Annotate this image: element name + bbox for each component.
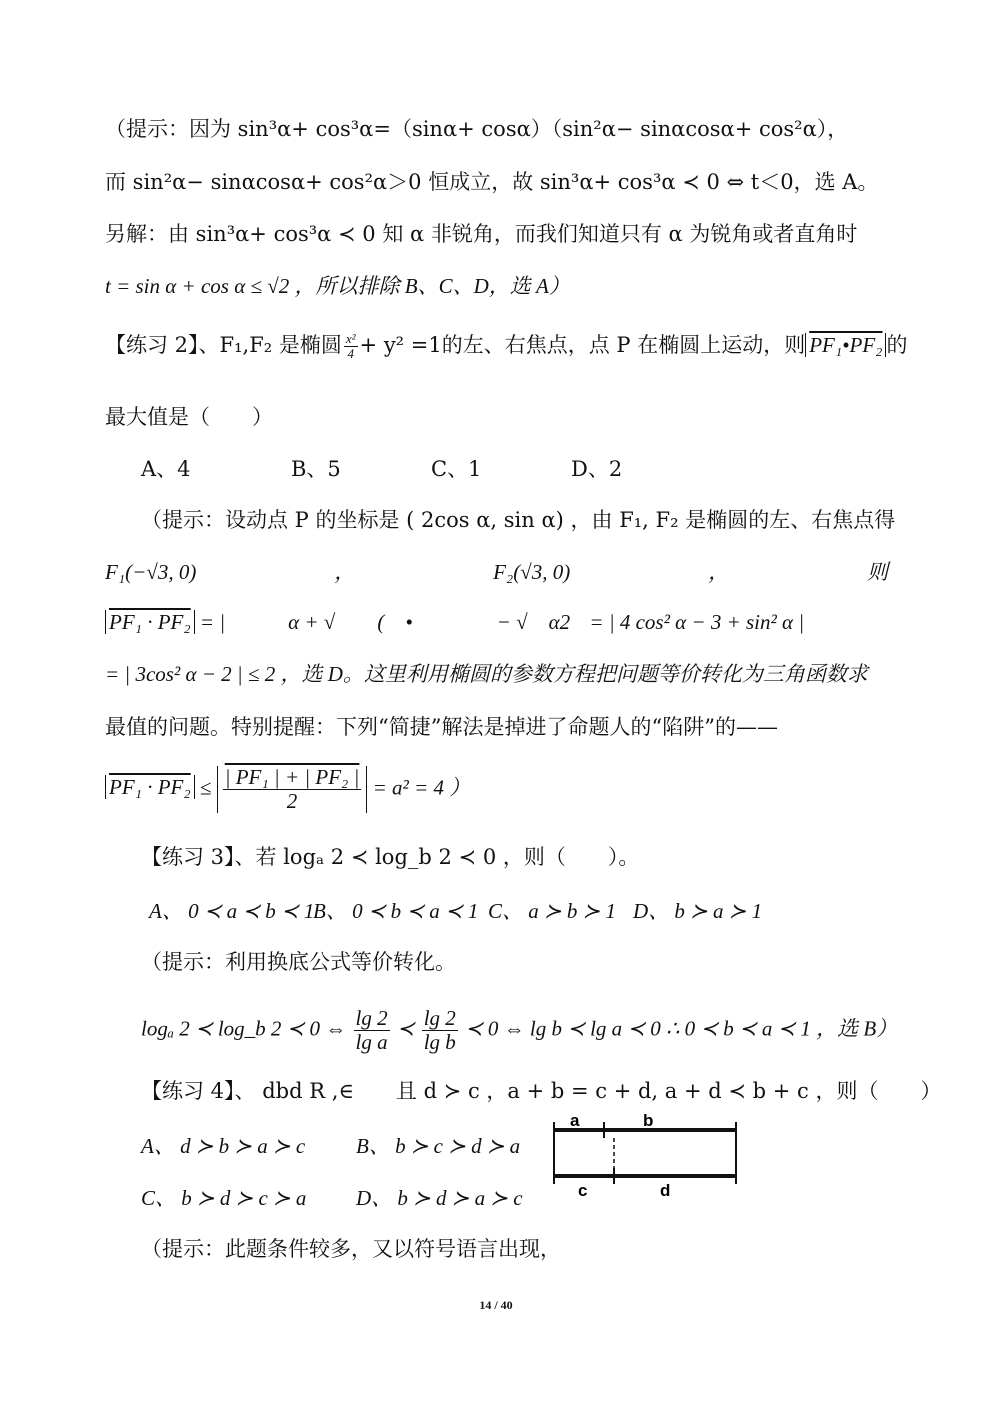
label-b: b <box>643 1111 654 1130</box>
comma-1: ， <box>334 560 356 584</box>
exercise2-stem-b: + y² =1的左、右焦点，点 P 在椭圆上运动，则 <box>359 333 806 357</box>
focus-f2: F₂(√3, 0) <box>493 560 571 584</box>
exercise4-option-a: A、 d ≻ b ≻ a ≻ c <box>141 1134 306 1158</box>
fraction-lg2-lgb <box>422 1007 458 1054</box>
hint2-line5: 最值的问题。特别提醒：下列“简捷”解法是掉进了命题人的“陷阱”的—— <box>105 715 778 739</box>
hint3-post: ≺ 0 ⇔ lg b ≺ lg a ≺ 0 ∴ 0 ≺ b ≺ a ≺ 1 ，选 B） <box>465 1016 898 1041</box>
page-number: 14 / 40 <box>479 1298 513 1312</box>
exercise3-stem: 【练习 3】、若 logₐ 2 ≺ log_b 2 ≺ 0 ，则（ ）。 <box>141 845 640 869</box>
exercise2-option-b: B、5 <box>291 457 341 481</box>
fraction-numerator: x² <box>345 330 356 346</box>
fraction-denominator: lg a <box>355 1030 388 1055</box>
exercise2-option-a: A、4 <box>141 457 191 481</box>
ellipse-fraction <box>344 332 358 362</box>
hint3-line2 <box>141 1007 897 1054</box>
fraction-numerator: lg 2 <box>355 1006 388 1030</box>
label-c: c <box>578 1181 588 1200</box>
hint1-line2: 而 sin²α− sinαcosα+ cos²α＞0 恒成立，故 sin³α+ cos³α ≺ 0 ⇔ t＜0，选 A。 <box>105 170 879 194</box>
then-word: 则 <box>866 560 888 584</box>
label-d: d <box>660 1181 671 1200</box>
hint3-pre: logₐ 2 ≺ log_b 2 ≺ 0 ⇔ <box>141 1016 347 1041</box>
prec-symbol: ≺ <box>396 1016 415 1041</box>
exercise2-option-c: C、1 <box>431 457 482 481</box>
inequality-fraction <box>223 766 362 813</box>
abs-dot-product: PF₁•PF₂ <box>805 333 886 357</box>
hint3-line1: （提示：利用换底公式等价转化。 <box>141 950 456 974</box>
expression-result: = | 4 cos² α − 3 + sin² α | <box>589 610 805 634</box>
dot-product-abs: PF₁ · PF₂ <box>105 610 195 634</box>
dot-product-abs-2: PF₁ · PF₂ <box>105 775 195 799</box>
exercise2-stem-line2: 最大值是（ ） <box>105 405 273 429</box>
exercise3-option-a: A、 0 ≺ a ≺ b ≺ 1 <box>149 899 315 923</box>
exercise2-stem <box>105 330 907 361</box>
fraction-lg2-lga <box>354 1007 390 1054</box>
hint4-line1: （提示：此题条件较多，又以符号语言出现， <box>141 1237 561 1261</box>
exercise4-stem: 【练习 4】、 dbd R ,∈ 且 d ≻ c ，a + b = c + d, a + d ≺ b + c ，则（ ） <box>141 1079 942 1103</box>
hint2-line3 <box>105 607 804 637</box>
hint1-line1: （提示：因为 sin³α+ cos³α=（sinα+ cosα）（sin²α− sinαcosα+ cos²α）， <box>105 117 849 141</box>
exercise4-option-b: B、 b ≻ c ≻ d ≻ a <box>356 1134 521 1158</box>
exercise2-stem-a: 【练习 2】、F₁,F₂ 是椭圆 <box>105 333 342 357</box>
comma-2: ， <box>708 560 730 584</box>
exercise2-option-d: D、2 <box>571 457 623 481</box>
exercise3-option-b: B、 0 ≺ b ≺ a ≺ 1 <box>313 899 479 923</box>
hint2-line4: = | 3cos² α − 2 | ≤ 2 ，选 D。这里利用椭圆的参数方程把问题等价转化为三角函数求 <box>105 662 868 686</box>
fraction-numerator: lg 2 <box>423 1006 456 1030</box>
hint1-line3: 另解：由 sin³α+ cos³α ≺ 0 知 α 非锐角，而我们知道只有 α 为锐角或者直角时 <box>105 222 858 246</box>
exercise4-option-c: C、 b ≻ d ≻ c ≻ a <box>141 1186 307 1210</box>
fraction-numerator: | PF₁ | + | PF₂ | <box>224 765 360 789</box>
fraction-denominator: 2 <box>286 789 298 814</box>
hint2-line6: PF₁ · PF₂ ≤ $\frac{\text{| PF₁ | + | PF₂ |}}{2}$ = a² = 4 ） <box>105 766 470 813</box>
fraction-denominator: lg b <box>423 1030 456 1055</box>
label-a: a <box>570 1111 580 1130</box>
hint2-line2 <box>105 557 888 587</box>
exercise2-stem-c: 的 <box>886 333 908 357</box>
exercise4-option-d: D、 b ≻ d ≻ a ≻ c <box>356 1186 523 1210</box>
fraction-denominator: 4 <box>347 346 354 361</box>
hint1-line4: t = sin α + cos α ≤ √2 ，所以排除 B、C、D，选 A） <box>105 274 570 298</box>
focus-f1: F₁(−√3, 0) <box>105 560 197 584</box>
exercise3-option-c: C、 a ≻ b ≻ 1 <box>488 899 616 923</box>
exercise3-option-d: D、 b ≻ a ≻ 1 <box>633 899 763 923</box>
expression-partial: = | α + √ ( • − √ α2 <box>199 610 571 634</box>
segment-diagram <box>548 1110 744 1202</box>
hint2-line1: （提示：设动点 P 的坐标是 ( 2cos α, sin α) ，由 F₁, F₂ 是椭圆的左、右焦点得 <box>141 508 896 532</box>
expression-rhs: = a² = 4 ） <box>372 775 471 800</box>
